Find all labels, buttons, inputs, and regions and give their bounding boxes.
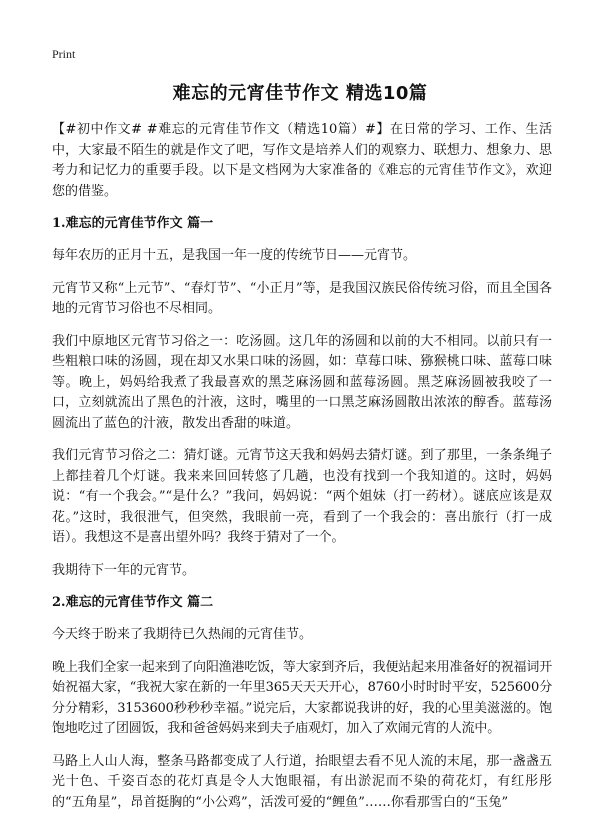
paragraph: 我们中原地区元宵节习俗之一：吃汤圆。这几年的汤圆和以前的大不相同。以前只有一些粗粮口味的汤圆，现在却又水果口味的汤圆，如：草莓口味、猕猴桃口味、蓝莓口味等。晚上，妈妈给我煮了我最喜欢的黑芝麻汤圆和蓝莓汤圆。黑芝麻汤圆被我咬了一口，立刻就流出了黑色的汁液，这时，嘴里的一口黑芝麻汤圆散出浓浓的醇香。蓝莓汤圆流出了蓝色的汁液，散发出香甜的味道。 bbox=[52, 333, 552, 431]
paragraph: 每年农历的正月十五，是我国一年一度的传统节日——元宵节。 bbox=[52, 248, 417, 263]
paragraph: 晚上我们全家一起来到了向阳渔港吃饭，等大家到齐后，我便站起来用准备好的祝福词开始祝福大家，“我祝大家在新的一年里365天天天开心，8760小时时时平安，525600分分分精彩，3153600秒秒秒幸福。”说完后，大家都说我讲的好，我的心里美滋滋的。饱饱地吃过了团圆饭，我和爸爸妈妈来到夫子庙观灯，加入了欢闹元宵的人流中。 bbox=[52, 659, 552, 736]
paragraph: 马路上人山人海，整条马路都变成了人行道，抬眼望去看不见人流的末尾，那一盏盏五光十色、千姿百态的花灯真是令人大饱眼福，有出淤泥而不染的荷花灯，有红彤彤的“五角星”，昂首挺胸的“小公鸡”，活泼可爱的“鲤鱼”……你看那雪白的“玉兔” bbox=[52, 753, 552, 810]
paragraph: 元宵节又称“上元节”、“春灯节”、“小正月”等，是我国汉族民俗传统习俗，而且全国各地的元宵节习俗也不尽相同。 bbox=[52, 280, 552, 316]
intro-paragraph: 【#初中作文# #难忘的元宵佳节作文（精选10篇）#】在日常的学习、工作、生活中，大家最不陌生的就是作文了吧，写作文是培养人们的观察力、联想力、想象力、思考力和记忆力的重要手段。以下是文档网为大家准备的《难忘的元宵佳节作文》，欢迎您的借鉴。 bbox=[52, 122, 552, 199]
print-label[interactable]: Print bbox=[52, 47, 76, 61]
section-heading-1: 1.难忘的元宵佳节作文 篇一 bbox=[52, 216, 214, 231]
article-body bbox=[52, 120, 552, 825]
section-heading-2: 2.难忘的元宵佳节作文 篇二 bbox=[52, 595, 214, 610]
page-title: 难忘的元宵佳节作文 精选10篇 bbox=[172, 83, 428, 104]
paragraph: 我们元宵节习俗之二：猜灯谜。元宵节这天我和妈妈去猜灯谜。到了那里，一条条绳子上都挂着几个灯谜。我来来回回转悠了几趟，也没有找到一个我知道的。这时，妈妈说：“有一个我会。”“是什么？”我问，妈妈说：“两个姐妹（打一药材）。谜底应该是双花。”这时，我很泄气，但突然，我眼前一亮，看到了一个我会的：喜出旅行（打一成语）。我想这不是喜出望外吗？我终于猜对了一个。 bbox=[52, 448, 552, 545]
paragraph: 今天终于盼来了我期待已久热闹的元宵佳节。 bbox=[52, 627, 313, 642]
paragraph: 我期待下一年的元宵节。 bbox=[52, 562, 196, 578]
